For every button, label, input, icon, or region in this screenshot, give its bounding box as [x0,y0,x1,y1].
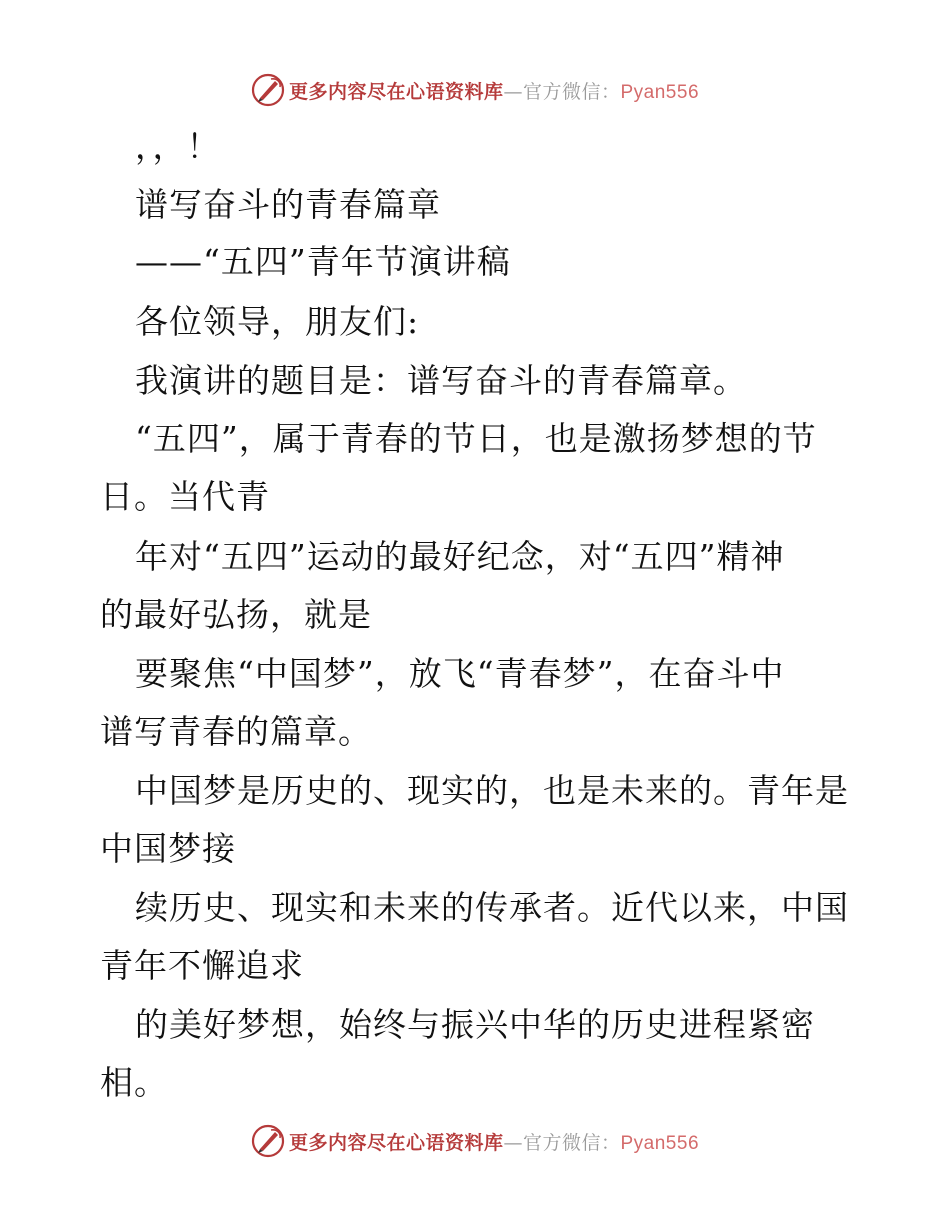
header-banner [0,70,950,110]
paragraph-line: 我演讲的题目是：谱写奋斗的青春篇章。 [135,361,747,400]
banner-wechat-id: Pyan556 [620,81,700,103]
paragraph-line: 日。当代青 [100,477,270,516]
banner-text [289,77,699,104]
paragraph-line: 的美好梦想，始终与振兴中华的历史进程紧密 [135,1005,815,1044]
quill-pen-logo-icon [251,73,285,107]
footer-banner [0,1121,950,1161]
banner-main-text: 更多内容尽在心语资料库 [288,80,504,103]
banner-separator: — [503,1131,523,1154]
quill-pen-logo-icon [251,1124,285,1158]
paragraph-line: 中国梦接 [100,829,236,868]
paragraph-line: “五四”，属于青春的节日，也是激扬梦想的节 [135,419,817,458]
banner-wechat-label: 官方微信： [522,80,621,103]
banner-text [289,1128,699,1155]
banner-main-text: 更多内容尽在心语资料库 [288,1131,504,1154]
paragraph-line: 的最好弘扬，就是 [100,595,372,634]
banner-separator: — [503,80,523,103]
document-title: 谱写奋斗的青春篇章 [135,185,441,224]
banner-wechat-id: Pyan556 [620,1132,700,1154]
paragraph-line: 年对“五四”运动的最好纪念，对“五四”精神 [135,537,785,576]
document-subtitle: ——“五四”青年节演讲稿 [135,242,511,281]
banner-wechat-label: 官方微信： [522,1131,621,1154]
paragraph-line: 谱写青春的篇章。 [100,712,372,751]
paragraph-line: 要聚焦“中国梦”，放飞“青春梦”，在奋斗中 [135,654,785,693]
punctuation-line: ，，！ [135,127,221,166]
paragraph-line: 相。 [100,1063,168,1102]
salutation: 各位领导，朋友们: [135,302,420,341]
paragraph-line: 青年不懈追求 [100,946,304,985]
paragraph-line: 中国梦是历史的、现实的，也是未来的。青年是 [135,771,849,810]
paragraph-line: 续历史、现实和未来的传承者。近代以来，中国 [135,888,849,927]
